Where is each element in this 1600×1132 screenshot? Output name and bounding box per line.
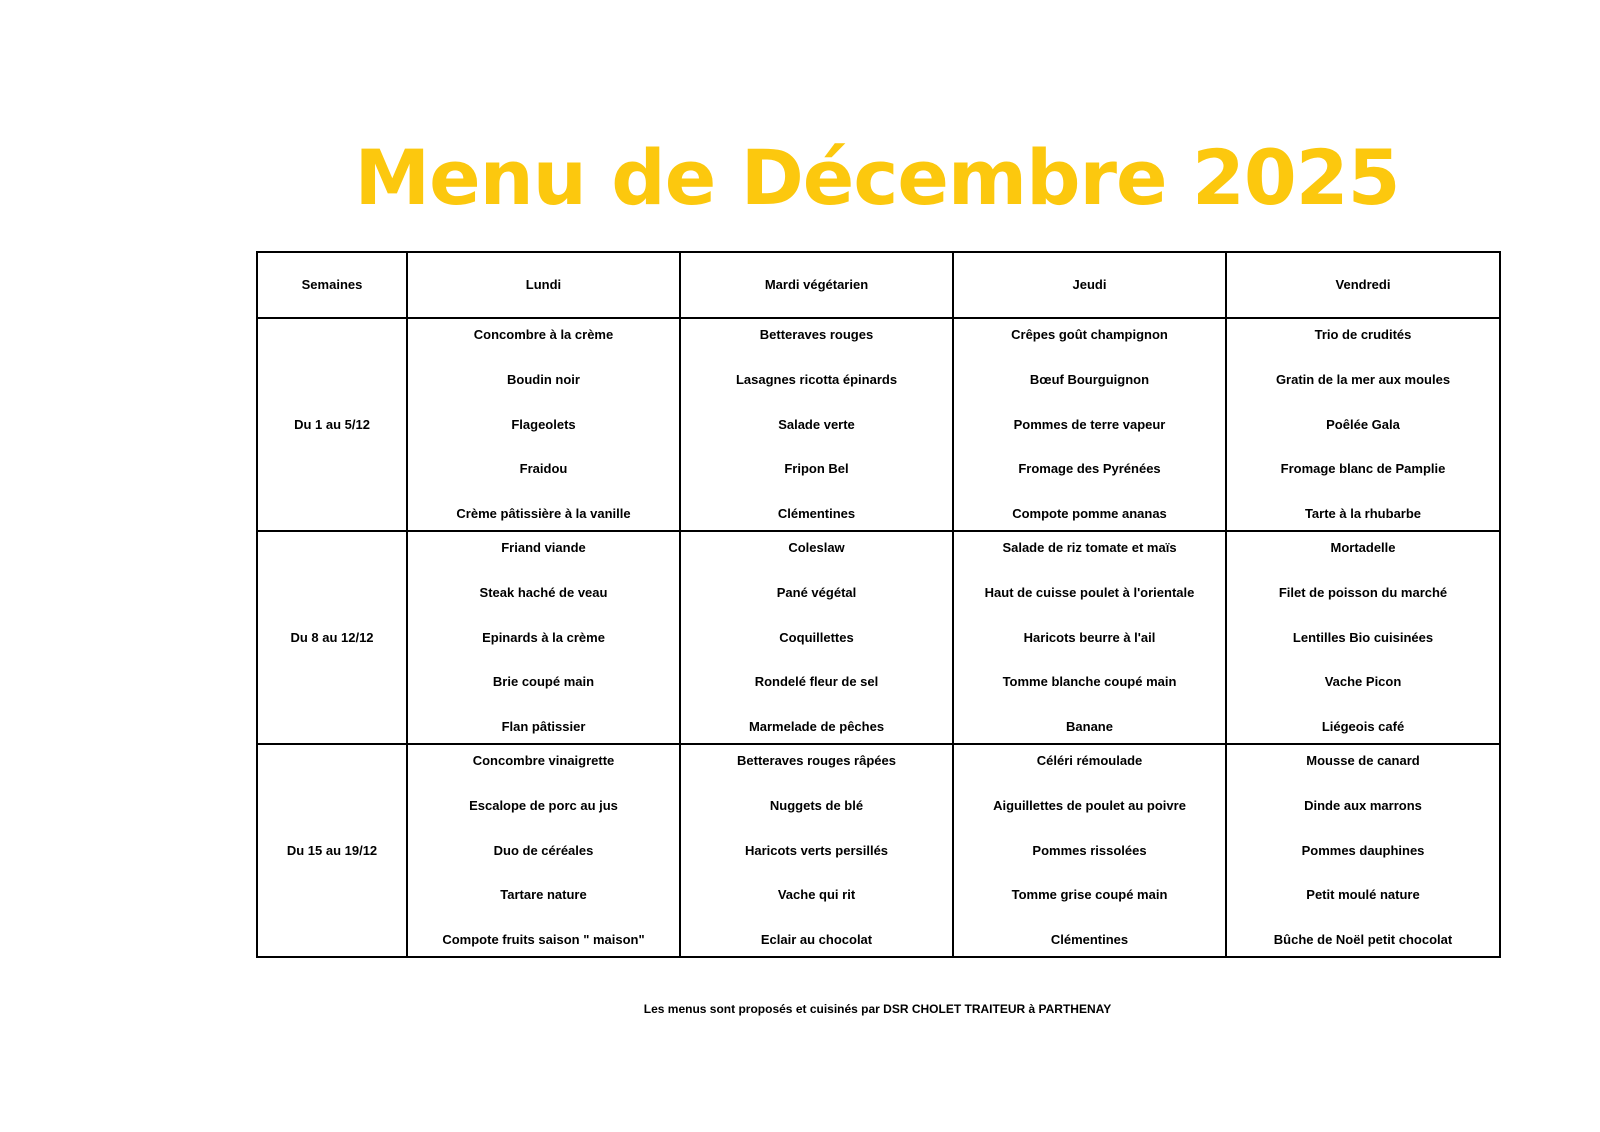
dish-list [681,534,952,741]
dish-item: Salade de riz tomate et maïs [1002,540,1177,555]
dish-item: Duo de céréales [493,842,594,858]
dish-list [681,321,952,528]
dish-item: Tartare nature [500,887,587,903]
dish-item: Fromage blanc de Pamplie [1280,461,1446,477]
dish-list [954,321,1225,528]
menu-cell-monday [407,318,680,531]
dish-item: Concombre à la crème [473,327,614,342]
dish-item: Haricots beurre à l'ail [1023,629,1156,645]
dish-item: Compote fruits saison " maison" [442,932,645,947]
dish-list [1227,747,1499,954]
dish-item: Liégeois café [1321,719,1405,734]
dish-item: Salade verte [778,416,855,432]
header-tuesday: Mardi végétarien [680,252,953,318]
dish-item: Céléri rémoulade [1036,753,1143,768]
dish-item: Steak haché de veau [479,584,608,600]
dish-list [408,321,679,528]
menu-cell-friday [1226,744,1500,957]
dish-item: Flageolets [511,416,576,432]
dish-item: Escalope de porc au jus [469,797,618,813]
dish-item: Pané végétal [776,584,857,600]
dish-item: Crêpes goût champignon [1011,327,1168,342]
menu-cell-thursday [953,531,1226,744]
dish-item: Brie coupé main [492,674,595,690]
dish-item: Bûche de Noël petit chocolat [1273,932,1453,947]
dish-item: Mousse de canard [1306,753,1420,768]
menu-cell-friday [1226,531,1500,744]
dish-item: Poêlée Gala [1326,416,1400,432]
menu-cell-monday [407,744,680,957]
dish-list [681,747,952,954]
menu-table-header [257,252,1500,318]
menu-cell-tuesday [680,318,953,531]
dish-item: Fripon Bel [784,461,849,477]
dish-item: Bœuf Bourguignon [1029,371,1150,387]
week-label: Du 15 au 19/12 [257,744,407,957]
dish-item: Pommes dauphines [1301,842,1425,858]
dish-item: Rondelé fleur de sel [754,674,879,690]
dish-item: Coquillettes [779,629,854,645]
dish-item: Haut de cuisse poulet à l'orientale [984,584,1195,600]
week-row [257,531,1500,744]
dish-item: Gratin de la mer aux moules [1275,371,1451,387]
dish-item: Filet de poisson du marché [1278,584,1448,600]
menu-cell-thursday [953,744,1226,957]
dish-list [1227,321,1499,528]
dish-item: Betteraves rouges [759,327,874,342]
dish-item: Fraidou [519,461,568,477]
menu-cell-thursday [953,318,1226,531]
week-row [257,744,1500,957]
dish-list [954,747,1225,954]
dish-item: Nuggets de blé [769,797,864,813]
dish-item: Tarte à la rhubarbe [1304,506,1422,521]
dish-item: Fromage des Pyrénées [1018,461,1161,477]
week-row [257,318,1500,531]
dish-item: Crème pâtissière à la vanille [456,506,631,521]
dish-item: Banane [1066,719,1113,734]
header-row [257,252,1500,318]
dish-item: Petit moulé nature [1306,887,1420,903]
dish-item: Haricots verts persillés [744,842,889,858]
dish-item: Vache Picon [1324,674,1402,690]
dish-item: Betteraves rouges râpées [737,753,896,768]
dish-item: Pommes rissolées [1032,842,1147,858]
dish-item: Clémentines [777,506,856,521]
dish-item: Aiguillettes de poulet au poivre [993,797,1186,813]
dish-item: Vache qui rit [777,887,856,903]
dish-list [408,534,679,741]
dish-item: Friand viande [501,540,586,555]
dish-item: Lentilles Bio cuisinées [1292,629,1434,645]
menu-cell-friday [1226,318,1500,531]
dish-item: Compote pomme ananas [1012,506,1167,521]
dish-list [408,747,679,954]
menu-table [256,251,1501,958]
dish-item: Epinards à la crème [482,629,605,645]
dish-list [1227,534,1499,741]
dish-list [954,534,1225,741]
menu-cell-tuesday [680,744,953,957]
dish-item: Flan pâtissier [501,719,586,734]
week-label: Du 1 au 5/12 [257,318,407,531]
menu-table-body [257,318,1500,957]
page-title: Menu de Décembre 2025 [354,133,1400,222]
dish-item: Dinde aux marrons [1304,797,1422,813]
dish-item: Tomme grise coupé main [1011,887,1168,903]
dish-item: Trio de crudités [1314,327,1412,342]
menu-cell-monday [407,531,680,744]
dish-item: Concombre vinaigrette [472,753,615,768]
dish-item: Mortadelle [1330,540,1396,555]
header-monday: Lundi [407,252,680,318]
dish-item: Pommes de terre vapeur [1013,416,1166,432]
header-weeks: Semaines [257,252,407,318]
header-friday: Vendredi [1226,252,1500,318]
dish-item: Coleslaw [788,540,845,555]
dish-item: Eclair au chocolat [760,932,873,947]
menu-cell-tuesday [680,531,953,744]
dish-item: Clémentines [1050,932,1129,947]
dish-item: Boudin noir [507,371,580,387]
dish-item: Marmelade de pêches [748,719,885,734]
dish-item: Lasagnes ricotta épinards [735,371,898,387]
footer-note: Les menus sont proposés et cuisinés par DSR CHOLET TRAITEUR à PARTHENAY [643,1002,1112,1016]
dish-item: Tomme blanche coupé main [1002,674,1177,690]
header-thursday: Jeudi [953,252,1226,318]
week-label: Du 8 au 12/12 [257,531,407,744]
